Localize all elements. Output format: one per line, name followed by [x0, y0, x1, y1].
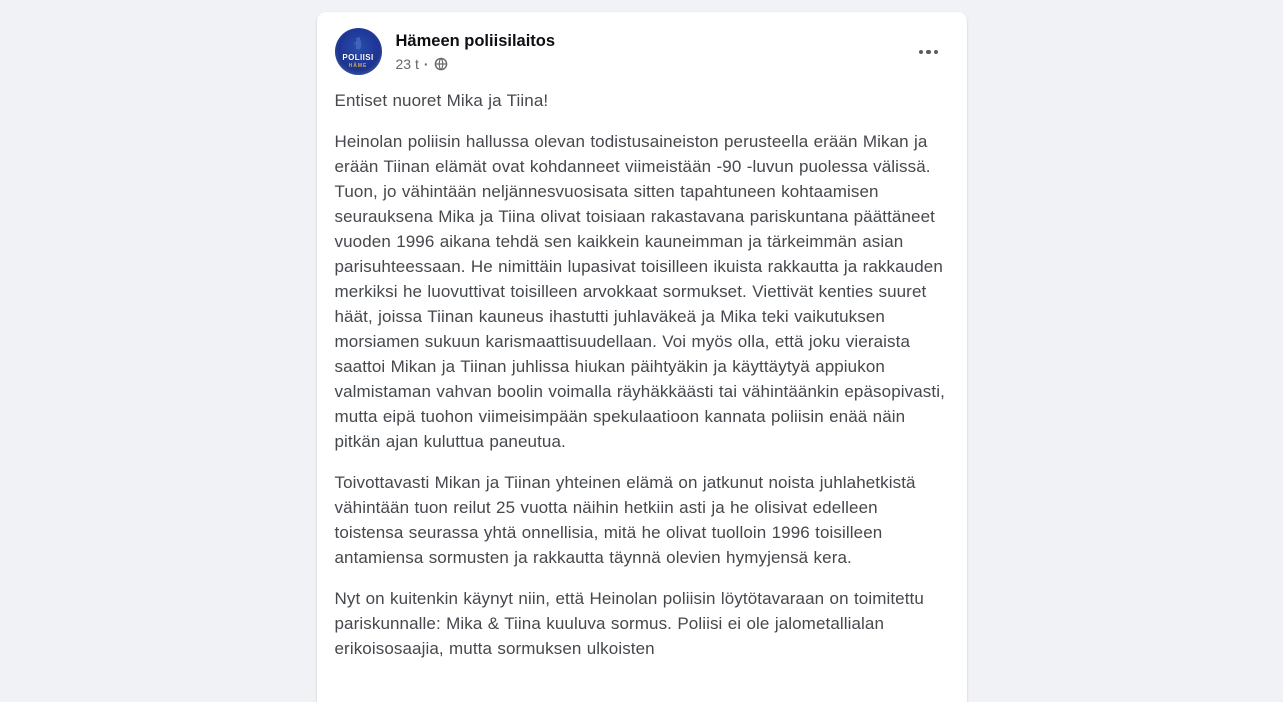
lion-emblem-icon: [349, 35, 367, 55]
post-text: [335, 88, 947, 661]
more-options-button[interactable]: [911, 34, 947, 70]
avatar-logo-subtext: HÄME: [348, 62, 368, 69]
more-options-icon: [919, 50, 924, 55]
public-globe-icon: [434, 57, 448, 71]
meta-separator: ·: [423, 55, 429, 72]
post-paragraph: Heinolan poliisin hallussa olevan todistusaineiston perusteella erään Mikan ja erään Tiinan elämät ovat kohdanneet viimeistään -90 -luvun puolessa välissä. Tuon, jo vähintään neljännesvuosisata sitten tapahtuneen kohtaamisen seurauksena Mika ja Tiina olivat toisiaan rakastavana pariskuntana päättäneet vuoden 1996 aikana tehdä sen kaikkein kauneimman ja tärkeimmän asian parisuhteessaan. He nimittäin lupasivat toisilleen ikuista rakkautta ja rakkauden merkiksi he luovuttivat toisilleen arvokkaat sormukset. Viettivät kenties suuret häät, joissa Tiinan kauneus ihastutti juhlaväkeä ja Mika teki vaikutuksen morsiamen sukuun karismaattisuudellaan. Voi myös olla, että joku vieraista saattoi Mikan ja Tiinan juhlissa hiukan päihtyäkin ja käyttäytyä appiukon valmistaman vahvan boolin voimalla räyhäkkäästi tai vähintäänkin epäsopivasti, mutta eipä tuohon viimeisimpään spekulaatioon kannata poliisin enää näin pitkän ajan kuluttua paneutua.: [334, 132, 945, 451]
post-header: [335, 28, 947, 75]
author-name-link[interactable]: Hämeen poliisilaitos: [395, 32, 556, 50]
post-paragraph: Nyt on kuitenkin käynyt niin, että Heinolan poliisin löytötavaraan on toimitettu pariskunnalle: Mika & Tiina kuuluva sormus. Poliisi ei ole jalometallialan erikoisosaajia, mutta sormuksen ulkoisten: [334, 589, 924, 658]
facebook-post-card: [317, 12, 967, 702]
post-timestamp[interactable]: 23 t: [395, 55, 419, 72]
header-info: [396, 28, 897, 72]
avatar-logo-text: POLIISI: [342, 52, 374, 62]
post-paragraph: Toivottavasti Mikan ja Tiinan yhteinen elämä on jatkunut noista juhlahetkistä vähintään tuon reilut 25 vuotta näihin hetkiin asti ja he olisivat edelleen toistensa seurassa yhtä onnellisia, mitä he olivat tuolloin 1996 toisilleen antamiensa sormusten ja rakkautta täynnä olevien hymyjensä kera.: [334, 473, 916, 567]
post-paragraph: Entiset nuoret Mika ja Tiina!: [334, 91, 549, 110]
police-logo-avatar[interactable]: [335, 28, 382, 75]
post-meta-row: [396, 56, 897, 72]
